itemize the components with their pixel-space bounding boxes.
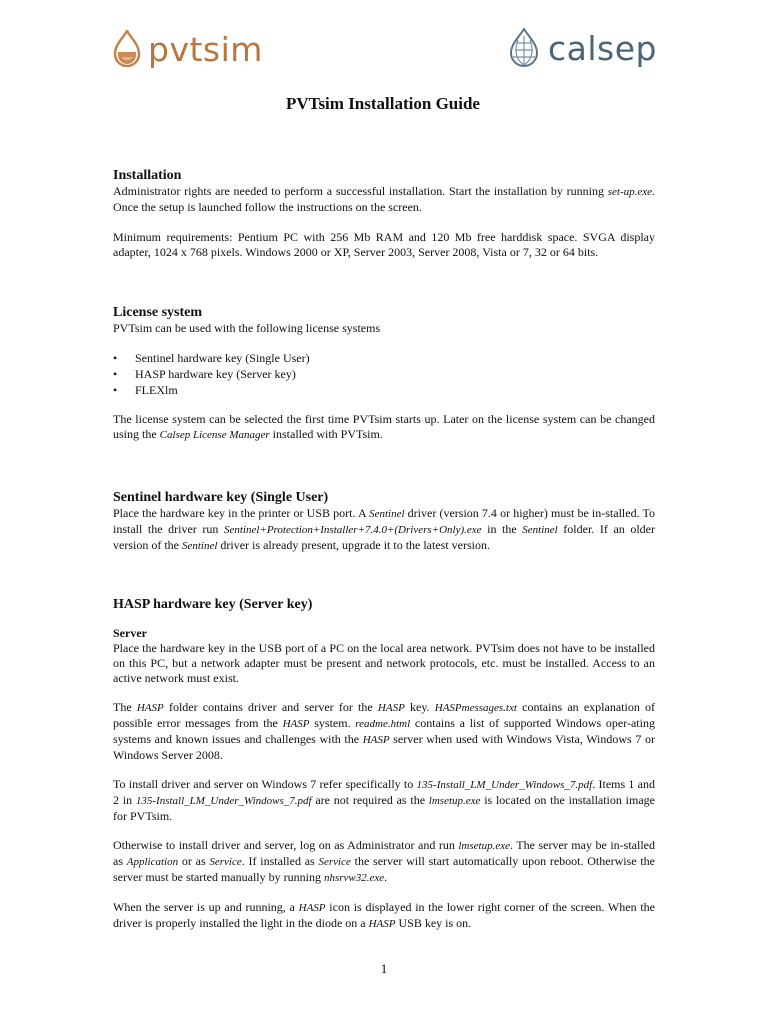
sentinel-section <box>113 489 655 554</box>
installation-paragraph-2: Minimum requirements: Pentium PC with 256 Mb RAM and 120 Mb free harddisk space. SVGA display adapter, 1024 x 768 pixels. Windows 2000 or XP, Server 2003, Server 2008, Vista or 7, 32 or 64 bits. <box>113 230 655 259</box>
hasp-paragraph-2: The HASP folder contains driver and server for the HASP key. HASPmessages.txt contains an explanation of possible error messages from the HASP system. readme.html contains a list of supported Windows oper-ating systems and known issues and challenges with the HASP server when used with Windows Vista, Windows 7 or Windows Server 2008. <box>113 700 656 762</box>
hasp-paragraph-4: Otherwise to install driver and server, log on as Administrator and run lmsetup.exe. The server may be in-stalled as Application or as Service. If installed as Service the server will start automatically upon reboot. Otherwise the server must be started manually by running nhsrvw32.exe. <box>113 838 655 884</box>
hasp-heading: HASP hardware key (Server key) <box>113 597 313 612</box>
calsep-logo <box>508 28 657 68</box>
pvtsim-wordmark: pvtsim <box>148 29 263 69</box>
license-intro: PVTsim can be used with the following license systems <box>113 321 381 335</box>
page-number: 1 <box>380 961 388 976</box>
sentinel-heading: Sentinel hardware key (Single User) <box>113 490 329 505</box>
installation-paragraph-1: Administrator rights are needed to perform a successful installation. Start the installation by running set-up.exe. Once the setup is launched follow the instructions on the screen. <box>113 184 655 214</box>
list-item: • FLEXlm <box>113 383 178 397</box>
installation-section <box>113 167 655 260</box>
license-paragraph-2: The license system can be selected the first time PVTsim starts up. Later on the license system can be changed using the Calsep License Manager installed with PVTsim. <box>113 412 655 441</box>
license-list <box>113 350 655 398</box>
document-title: PVTsim Installation Guide <box>286 94 480 113</box>
hasp-paragraph-5: When the server is up and running, a HASP icon is displayed in the lower right corner of the screen. When the driver is properly installed the light in the diode on a HASP USB key is on. <box>113 900 655 930</box>
license-section <box>113 304 655 443</box>
hasp-subheading-server: Server <box>113 626 147 640</box>
sentinel-paragraph: Place the hardware key in the printer or USB port. A Sentinel driver (version 7.4 or higher) must be in-stalled. To install the driver run Sentinel+Protection+Installer+7.4.0+(Drivers+Only).exe in the Sentinel folder. If an older version of the Sentinel driver is already present, upgrade it to the latest version. <box>113 506 656 552</box>
calsep-wordmark: calsep <box>548 28 657 68</box>
calsep-drop-icon <box>508 28 540 68</box>
list-item: • HASP hardware key (Server key) <box>113 367 296 381</box>
hasp-paragraph-1: Place the hardware key in the USB port of a PC on the local area network. PVTsim does not have to be installed on this PC, but a network adapter must be present and network protocols, etc. must be installed. Access to an active network must exist. <box>113 641 655 685</box>
hasp-section <box>113 596 655 932</box>
license-heading: License system <box>113 305 203 320</box>
pvtsim-logo <box>112 30 263 68</box>
list-item: • Sentinel hardware key (Single User) <box>113 351 310 365</box>
installation-heading: Installation <box>113 168 182 183</box>
hasp-paragraph-3: To install driver and server on Windows 7 refer specifically to 135-Install_LM_Under_Windows_7.pdf. Items 1 and 2 in 135-Install_LM_Under_Windows_7.pdf are not required as the lmsetup.exe is located on the installation image for PVTsim. <box>113 777 655 823</box>
pvtsim-drop-icon <box>112 30 142 68</box>
